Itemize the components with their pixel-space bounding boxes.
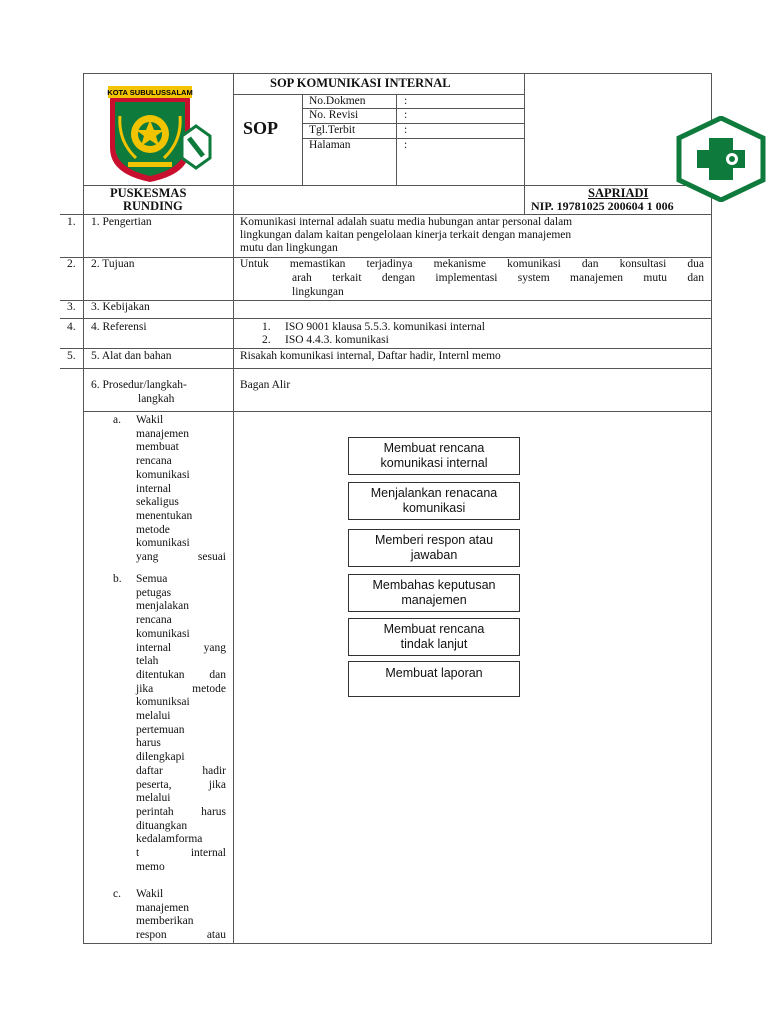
field-sep-3: : [404,124,408,136]
step-line: daftar hadir [136,764,226,777]
step-c-text [136,888,226,943]
step-line: melalui [136,792,171,805]
field-tgl-terbit: Tgl.Terbit [309,124,356,136]
pengertian-line-3: mutu dan lingkungan [240,242,338,254]
step-line: respon atau [136,929,226,942]
flow-step-2: Menjalankan renacana komunikasi [348,482,520,520]
step-line: t internal [136,847,226,860]
table-border-bottom [83,943,712,944]
row-number-4: 4. [67,321,76,333]
step-line: rencana [136,455,172,468]
flow-step-4: Membahas keputusan manajemen [348,574,520,612]
step-marker-b: b. [113,573,122,585]
row-label-alat: 5. Alat dan bahan [91,350,172,362]
flow-step-5: Membuat rencana tindak lanjut [348,618,520,656]
row-label-kebijakan: 3. Kebijakan [91,301,150,313]
step-line: melalui [136,710,171,723]
row-number-5: 5. [67,350,76,362]
step-line: menjalakan [136,600,190,613]
step-line: komunikasi [136,468,190,481]
row-number-3: 3. [67,301,76,313]
step-line: metode [136,523,170,536]
table-border-left [83,73,84,944]
row-number-2: 2. [67,258,76,270]
row-label-referensi: 4. Referensi [91,321,147,333]
signer-nip: NIP. 19781025 200604 1 006 [531,199,674,213]
step-line: peserta, jika [136,778,226,791]
step-line: jika metode [136,682,226,695]
row-line-3 [60,300,712,301]
puskesmas-logo [675,116,767,202]
step-a-text [136,414,226,565]
step-line: pertemuan [136,723,185,736]
row-number-1: 1. [67,216,76,228]
field-sep-2: : [404,109,408,121]
flow-step-6: Membuat laporan [348,661,520,697]
step-line: perintah harus [136,805,226,818]
row-line-6 [60,368,712,369]
step-line: yang sesuai [136,551,226,564]
step-line: membuat [136,441,179,454]
step-line: ditentukan dan [136,668,226,681]
org-name-2: RUNDING [123,199,183,213]
row-label-prosedur: 6. Prosedur/langkah- [91,379,187,391]
step-line: Wakil [136,888,164,900]
alat-text: Risakah komunikasi internal, Daftar hadir, Internl memo [240,350,501,362]
field-sep-1: : [404,95,408,107]
field-halaman: Halaman [309,139,351,151]
row-line-7 [83,411,712,412]
step-line: memberikan [136,915,194,928]
ref-text-2: ISO 4.4.3. komunikasi [285,334,389,346]
step-line: harus [136,737,161,750]
flow-step-1: Membuat rencana komunikasi internal [348,437,520,475]
tujuan-line-1: Untuk memastikan terjadinya mekanisme komunikasi dan konsultasi dua [240,258,704,270]
step-line: komunikasi [136,537,190,550]
tujuan-line-2: arah terkait dengan implementasi system manajemen mutu dan [292,272,704,284]
city-logo [106,86,214,184]
signer-name: SAPRIADI [588,186,649,200]
ref-num-1: 1. [262,321,271,333]
step-line: internal [136,482,172,495]
field-no-dokmen: No.Dokmen [309,95,366,107]
doc-title: SOP KOMUNIKASI INTERNAL [270,76,451,90]
step-line: dilengkapi [136,751,185,764]
row-line-1 [60,214,712,215]
step-line: petugas [136,586,172,599]
flow-step-3: Memberi respon atau jawaban [348,529,520,567]
column-divider [233,73,234,944]
step-b-text [136,573,226,874]
step-line: sekaligus [136,496,179,509]
step-line: Semua [136,573,168,585]
tujuan-line-3: lingkungan [292,286,344,298]
step-marker-c: c. [113,888,121,900]
table-border-right [711,73,712,944]
org-name: PUSKESMAS [110,186,187,200]
field-sep-4: : [404,139,408,151]
step-line: Wakil [136,414,164,426]
step-line: manajemen [136,901,190,914]
row-label-pengertian: 1. Pengertian [91,216,152,228]
step-line: komuniksai [136,696,190,709]
sop-label: SOP [243,118,279,138]
header-line-title [233,94,525,95]
step-marker-a: a. [113,414,121,426]
step-line: rencana [136,614,172,627]
ref-text-1: ISO 9001 klausa 5.5.3. komunikasi internal [285,321,485,333]
step-line: dituangkan [136,819,188,832]
bagan-alir-label: Bagan Alir [240,379,291,391]
field-no-revisi: No. Revisi [309,109,359,121]
row-line-4 [60,318,712,319]
pengertian-line-2: lingkungan dalam kaitan pengelolaan kinerja terkait dengan manajemen [240,229,572,241]
step-line: manajemen [136,427,190,440]
pengertian-line-1: Komunikasi internal adalah suatu media hubungan antar personal dalam [240,216,573,228]
logo-text: KOTA SUBULUSSALAM [107,88,193,97]
row-label-prosedur-2: langkah [138,393,175,405]
row-line-5 [60,348,712,349]
step-line: menentukan [136,509,193,522]
step-line: komunikasi [136,627,190,640]
step-line: kedalamforma [136,833,203,846]
ref-num-2: 2. [262,334,271,346]
row-label-tujuan: 2. Tujuan [91,258,135,270]
step-line: internal yang [136,641,226,654]
step-line: telah [136,655,159,668]
table-border-top [83,73,712,74]
step-line: memo [136,860,165,873]
